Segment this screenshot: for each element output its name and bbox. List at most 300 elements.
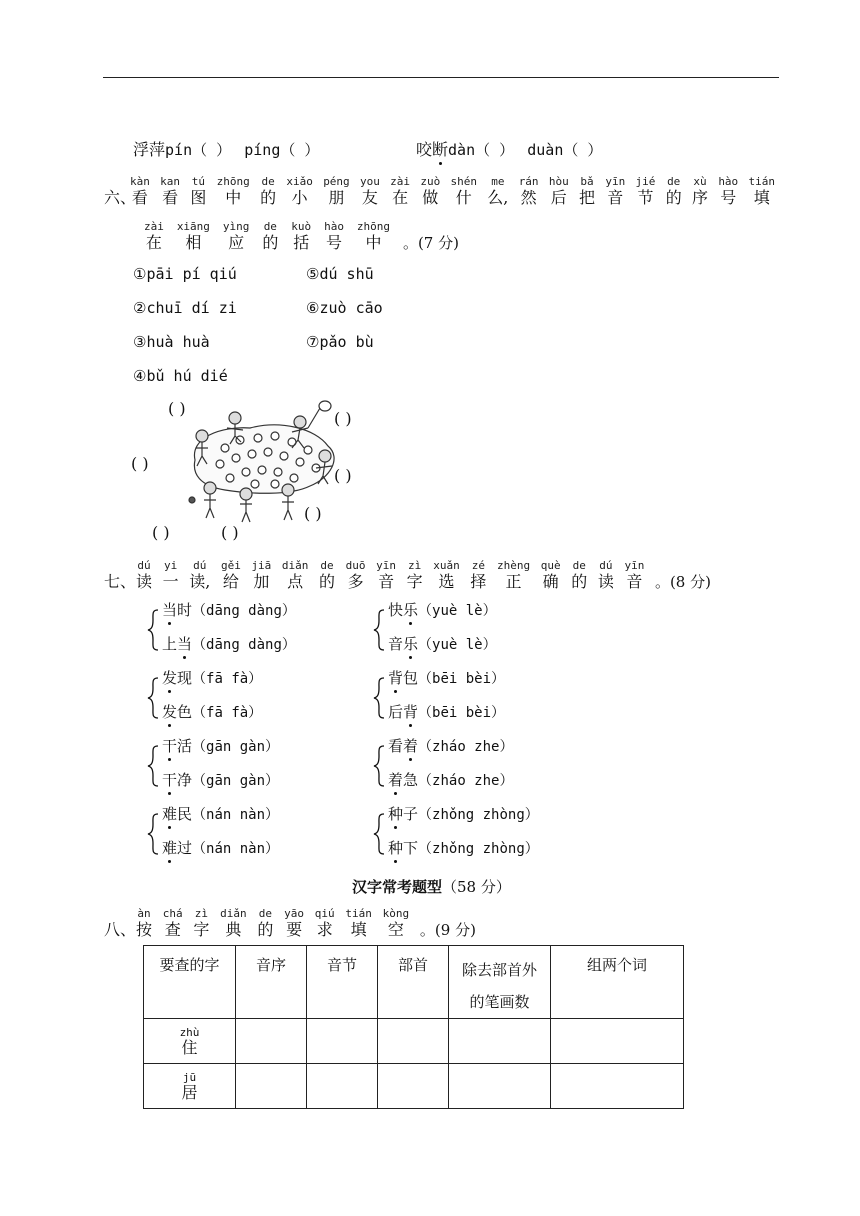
- ruby-hanzi: 的: [571, 572, 588, 591]
- ruby-char: [390, 175, 410, 208]
- ruby-pinyin: xù: [693, 175, 707, 188]
- dictionary-table: [143, 945, 684, 1109]
- word-char: 色: [177, 703, 193, 721]
- ruby-char: [260, 175, 276, 208]
- ruby-char: [451, 175, 478, 208]
- pinyin-choices[interactable]: （dāng dàng）: [192, 637, 296, 653]
- word-char: 子: [403, 805, 419, 823]
- ruby-char: [407, 559, 423, 592]
- ruby-hanzi: 的: [262, 233, 279, 252]
- ruby-pinyin: yīn: [605, 175, 626, 188]
- word-char: 看: [388, 737, 404, 755]
- blank-cell[interactable]: [236, 1019, 307, 1064]
- row-char: 住: [181, 1038, 198, 1057]
- ruby-pinyin: shén: [450, 175, 477, 188]
- ruby-pinyin: zuò: [420, 175, 441, 188]
- ruby-char: [692, 175, 708, 208]
- ruby-hanzi: 多: [347, 572, 364, 591]
- header-words: 组两个词: [551, 946, 684, 1019]
- ruby-pinyin: xiāng: [176, 220, 210, 233]
- polyphone-word-row: [162, 633, 296, 654]
- word-char: 着: [388, 771, 404, 789]
- table-header-row: [144, 946, 684, 1019]
- polyphone-word-row: [162, 599, 296, 620]
- word-char: 音: [388, 635, 404, 653]
- header-radical: 部首: [378, 946, 449, 1019]
- pinyin-choices[interactable]: （bēi bèi）: [418, 671, 506, 687]
- ruby-pinyin: yīn: [376, 559, 397, 572]
- header-syllable: 音节: [307, 946, 378, 1019]
- ruby-pinyin: zài: [144, 220, 164, 233]
- ruby-char: [286, 175, 313, 208]
- header-strokes-line1: 除去部首外: [461, 961, 537, 979]
- polyphone-word-row: [388, 633, 497, 654]
- ruby-hanzi: 相: [185, 233, 202, 252]
- ruby-hanzi: 音: [626, 572, 643, 591]
- ruby-hanzi: 在: [145, 233, 162, 252]
- word-char: 急: [403, 771, 419, 789]
- blank-cell[interactable]: [378, 1019, 449, 1064]
- ruby-char: [420, 175, 440, 208]
- q8-title: [136, 907, 476, 940]
- ruby-char: [571, 559, 587, 592]
- ruby-char: [346, 559, 366, 592]
- section-title: 汉字常考题型: [352, 878, 443, 896]
- ruby-hanzi: 什: [455, 188, 472, 207]
- ruby-char: [624, 559, 644, 592]
- word-char: 活: [177, 737, 193, 755]
- polyphone-word-row: [388, 735, 513, 756]
- ruby-hanzi: 看: [131, 188, 148, 207]
- ruby-char: [497, 559, 530, 592]
- ruby-pinyin: bǎ: [580, 175, 594, 188]
- brace-icon: [146, 744, 160, 788]
- ruby-pinyin: yìng: [222, 220, 250, 233]
- pinyin-choices[interactable]: （gān gàn）: [192, 773, 280, 789]
- ruby-hanzi: 的: [665, 188, 682, 207]
- ruby-pinyin: diǎn: [220, 907, 247, 920]
- section-heading: [352, 876, 511, 897]
- ruby-pinyin: rán: [518, 175, 539, 188]
- ruby-char: [130, 175, 150, 208]
- ruby-char: [598, 559, 614, 592]
- ruby-hanzi: 正: [505, 572, 522, 591]
- ruby-hanzi: 做: [422, 188, 439, 207]
- q5-item-b: [416, 137, 602, 160]
- blank-cell[interactable]: [449, 1019, 551, 1064]
- ruby-char: [136, 907, 152, 940]
- q6-blank-1: ( ): [168, 399, 186, 418]
- ruby-pinyin: dú: [193, 559, 207, 572]
- blank-cell[interactable]: [307, 1064, 378, 1109]
- ruby-pinyin: xiǎo: [286, 175, 313, 188]
- ruby-char: [487, 175, 508, 208]
- ruby-char: [666, 175, 682, 208]
- ruby-hanzi: 么,: [487, 188, 509, 207]
- header-strokes: [449, 946, 551, 1019]
- polyphone-word-row: [388, 769, 513, 790]
- ruby-pinyin: tú: [191, 175, 205, 188]
- ruby-pinyin: kan: [160, 175, 181, 188]
- ruby-char: [190, 175, 206, 208]
- ruby-pinyin: zài: [390, 175, 411, 188]
- ruby-pinyin: dú: [599, 559, 613, 572]
- brace-icon: [146, 676, 160, 720]
- children-playing-illustration: [180, 398, 350, 526]
- ruby-pinyin: de: [263, 220, 277, 233]
- brace-icon: [146, 608, 160, 652]
- word-char: 下: [403, 839, 419, 857]
- word-char: 乐: [403, 601, 419, 619]
- ruby-char: [383, 907, 410, 940]
- word-char: 过: [177, 839, 193, 857]
- pinyin-choices[interactable]: （zháo zhe）: [418, 739, 514, 755]
- word-char: 快: [388, 601, 404, 619]
- ruby-pinyin: jiā: [251, 559, 272, 572]
- ruby-char: [163, 907, 183, 940]
- row-char-cell: [144, 1019, 236, 1064]
- ruby-hanzi: 读,: [189, 572, 211, 591]
- q5-b-opt2: duàn（ ）: [527, 141, 603, 159]
- ruby-pinyin: yi: [164, 559, 178, 572]
- ruby-char: [519, 175, 539, 208]
- ruby-char: [345, 907, 372, 940]
- pinyin-choices[interactable]: （zhǒng zhòng）: [418, 841, 539, 857]
- q6-blank-3: ( ): [131, 454, 149, 473]
- pinyin-choices[interactable]: （nán nàn）: [192, 841, 280, 857]
- q5-item-a: [133, 137, 319, 160]
- ruby-pinyin: qiú: [314, 907, 335, 920]
- ruby-char: [217, 175, 250, 208]
- blank-cell[interactable]: [307, 1019, 378, 1064]
- question-score: 。(8 分): [654, 573, 711, 591]
- ruby-char: [541, 559, 561, 592]
- ruby-hanzi: 字: [406, 572, 423, 591]
- blank-cell[interactable]: [551, 1019, 684, 1064]
- q7-title: [136, 559, 711, 592]
- pinyin-choices[interactable]: （fā fà）: [192, 671, 263, 687]
- ruby-hanzi: 应: [228, 233, 245, 252]
- ruby-char: [319, 559, 335, 592]
- ruby-char: [315, 907, 335, 940]
- q5-a-opt1: pín（ ）: [165, 141, 232, 159]
- word-char: 难: [162, 839, 178, 857]
- pinyin-choices[interactable]: （gān gàn）: [192, 739, 280, 755]
- q8-number: 八、: [104, 920, 137, 939]
- ruby-char: [144, 220, 164, 253]
- ruby-char: [291, 220, 311, 253]
- pinyin-choices[interactable]: （zhǒng zhòng）: [418, 807, 539, 823]
- ruby-hanzi: 点: [287, 572, 304, 591]
- ruby-hanzi: 号: [326, 233, 343, 252]
- ruby-hanzi: 括: [293, 233, 310, 252]
- row-char: 居: [181, 1083, 198, 1102]
- word-char: 现: [177, 669, 193, 687]
- ruby-hanzi: 图: [190, 188, 207, 207]
- ruby-char: [163, 559, 179, 592]
- q6-blank-5: ( ): [304, 504, 322, 523]
- polyphone-word-row: [162, 735, 279, 756]
- ruby-char: [189, 559, 210, 592]
- ruby-char: [748, 175, 775, 208]
- word-char: 难: [162, 805, 178, 823]
- ruby-hanzi: 中: [365, 233, 382, 252]
- header-strokes-line2: 的笔画数: [469, 993, 530, 1011]
- pinyin-choices[interactable]: （yuè lè）: [418, 603, 497, 619]
- ruby-pinyin: de: [258, 907, 273, 920]
- ruby-char: [376, 559, 396, 592]
- word-char: 干: [162, 737, 178, 755]
- ruby-hanzi: 读: [597, 572, 614, 591]
- ruby-hanzi: 的: [319, 572, 336, 591]
- table-row: [144, 1019, 684, 1064]
- ruby-hanzi: 字: [193, 920, 210, 939]
- ruby-hanzi: 节: [637, 188, 654, 207]
- q6-number: 六、: [104, 188, 137, 207]
- pinyin-choices[interactable]: （bēi bèi）: [418, 705, 506, 721]
- ruby-pinyin: tián: [345, 907, 372, 920]
- polyphone-word-row: [388, 599, 497, 620]
- word-char: 当: [162, 601, 178, 619]
- pinyin-choices[interactable]: （fā fà）: [192, 705, 263, 721]
- q6-option-5: ⑤dú shū: [306, 265, 374, 283]
- q6-blank-2: ( ): [334, 409, 352, 428]
- ruby-char: [221, 559, 241, 592]
- row-char-pinyin: jū: [182, 1071, 197, 1084]
- ruby-pinyin: zì: [194, 907, 209, 920]
- ruby-hanzi: 小: [291, 188, 308, 207]
- ruby-hanzi: 友: [361, 188, 378, 207]
- ruby-hanzi: 空: [387, 920, 404, 939]
- pinyin-choices[interactable]: （yuè lè）: [418, 637, 497, 653]
- ruby-char: [282, 559, 309, 592]
- ruby-hanzi: 在: [392, 188, 409, 207]
- word-char: 发: [162, 669, 178, 687]
- ruby-pinyin: péng: [323, 175, 350, 188]
- ruby-hanzi: 择: [470, 572, 487, 591]
- ruby-hanzi: 按: [136, 920, 153, 939]
- ruby-hanzi: 中: [225, 188, 242, 207]
- blank-cell[interactable]: [236, 1064, 307, 1109]
- word-char: 上: [162, 635, 178, 653]
- word-char: 背: [403, 703, 419, 721]
- header-char: 要查的字: [144, 946, 236, 1019]
- ruby-hanzi: 音: [378, 572, 395, 591]
- ruby-char: [323, 175, 350, 208]
- ruby-hanzi: 音: [607, 188, 624, 207]
- section-score: （58 分）: [442, 878, 511, 896]
- polyphone-word-row: [388, 701, 505, 722]
- blank-cell[interactable]: [378, 1064, 449, 1109]
- q6-option-3: ③huà huà: [133, 333, 210, 351]
- q5-word-b-pre: 咬: [416, 140, 433, 159]
- ruby-hanzi: 选: [438, 572, 455, 591]
- ruby-char: [579, 175, 595, 208]
- question-score: 。(7 分): [402, 234, 459, 252]
- ruby-pinyin: gěi: [220, 559, 241, 572]
- header-phonetic-order: 音序: [236, 946, 307, 1019]
- word-char: 着: [403, 737, 419, 755]
- ruby-char: [360, 175, 380, 208]
- ruby-pinyin: de: [572, 559, 586, 572]
- brace-icon: [372, 744, 386, 788]
- ruby-char: [220, 907, 247, 940]
- row-char-pinyin: zhù: [179, 1026, 200, 1039]
- ruby-pinyin: jié: [635, 175, 656, 188]
- word-char: 乐: [403, 635, 419, 653]
- ruby-pinyin: àn: [137, 907, 151, 920]
- ruby-pinyin: kuò: [291, 220, 312, 233]
- q6-title-line1: [130, 175, 775, 208]
- brace-icon: [146, 812, 160, 856]
- ruby-pinyin: què: [540, 559, 561, 572]
- ruby-pinyin: zì: [408, 559, 422, 572]
- word-char: 净: [177, 771, 193, 789]
- ruby-pinyin: kòng: [382, 907, 410, 920]
- ruby-pinyin: kàn: [130, 175, 150, 188]
- ruby-pinyin: me: [491, 175, 505, 188]
- word-char: 时: [177, 601, 193, 619]
- ruby-pinyin: chá: [162, 907, 183, 920]
- ruby-hanzi: 查: [164, 920, 181, 939]
- ruby-hanzi: 的: [257, 920, 274, 939]
- pinyin-choices[interactable]: （zháo zhe）: [418, 773, 514, 789]
- row-char-cell: [144, 1064, 236, 1109]
- q6-option-1: ①pāi pí qiú: [133, 265, 237, 283]
- ruby-char: [177, 220, 210, 253]
- ruby-pinyin: hào: [324, 220, 344, 233]
- ruby-char: [470, 559, 486, 592]
- ruby-hanzi: 序: [692, 188, 709, 207]
- brace-icon: [372, 676, 386, 720]
- ruby-char: [251, 559, 271, 592]
- q6-blank-4: ( ): [334, 466, 352, 485]
- ruby-pinyin: dú: [137, 559, 151, 572]
- ruby-hanzi: 看: [162, 188, 179, 207]
- q6-option-4: ④bǔ hú dié: [133, 367, 228, 385]
- ruby-pinyin: xuǎn: [433, 559, 460, 572]
- ruby-hanzi: 把: [579, 188, 596, 207]
- pinyin-choices[interactable]: （nán nàn）: [192, 807, 280, 823]
- polyphone-word-row: [162, 803, 279, 824]
- ruby-char: [257, 907, 273, 940]
- blank-cell[interactable]: [449, 1064, 551, 1109]
- ruby-char: [636, 175, 656, 208]
- q6-option-2: ②chuī dí zi: [133, 299, 237, 317]
- ruby-hanzi: 一: [162, 572, 179, 591]
- ruby-hanzi: 号: [720, 188, 737, 207]
- question-score: 。(9 分): [419, 921, 476, 939]
- q5-a-opt2: píng（ ）: [244, 141, 320, 159]
- ruby-pinyin: de: [320, 559, 334, 572]
- word-char: 当: [177, 635, 193, 653]
- ruby-hanzi: 后: [550, 188, 567, 207]
- word-char: 干: [162, 771, 178, 789]
- ruby-pinyin: zhōng: [356, 220, 391, 233]
- ruby-hanzi: 求: [316, 920, 333, 939]
- ruby-pinyin: you: [359, 175, 380, 188]
- brace-icon: [372, 608, 386, 652]
- ruby-hanzi: 填: [753, 188, 770, 207]
- ruby-pinyin: yāo: [284, 907, 305, 920]
- ruby-pinyin: de: [667, 175, 681, 188]
- word-char: 发: [162, 703, 178, 721]
- pinyin-choices[interactable]: （dāng dàng）: [192, 603, 296, 619]
- word-char: 种: [388, 805, 404, 823]
- polyphone-word-row: [388, 837, 539, 858]
- q6-option-6: ⑥zuò cāo: [306, 299, 383, 317]
- ruby-hanzi: 加: [253, 572, 270, 591]
- ruby-char: [357, 220, 390, 253]
- ruby-pinyin: hòu: [548, 175, 569, 188]
- ruby-pinyin: duō: [345, 559, 366, 572]
- ruby-hanzi: 典: [225, 920, 242, 939]
- q6-title-line2: [144, 220, 459, 253]
- brace-icon: [372, 812, 386, 856]
- q5-word-b-dot: 断: [432, 137, 448, 160]
- ruby-char: [284, 907, 304, 940]
- q6-blank-6: ( ): [152, 523, 170, 542]
- word-char: 包: [403, 669, 419, 687]
- q7-number: 七、: [104, 572, 137, 591]
- ruby-pinyin: hào: [718, 175, 739, 188]
- word-char: 后: [388, 703, 404, 721]
- ruby-pinyin: diǎn: [281, 559, 309, 572]
- ruby-char: [262, 220, 278, 253]
- ruby-char: [324, 220, 344, 253]
- ruby-char: [549, 175, 569, 208]
- ruby-hanzi: 然: [520, 188, 537, 207]
- ruby-hanzi: 的: [260, 188, 277, 207]
- table-row: [144, 1064, 684, 1109]
- ruby-char: [136, 559, 152, 592]
- polyphone-word-row: [162, 667, 262, 688]
- word-char: 民: [177, 805, 193, 823]
- ruby-char: [193, 907, 209, 940]
- q6-blank-7: ( ): [221, 523, 239, 542]
- polyphone-word-row: [162, 837, 279, 858]
- ruby-char: [433, 559, 460, 592]
- ruby-char: [160, 175, 180, 208]
- ruby-char: [223, 220, 250, 253]
- word-char: 背: [388, 669, 404, 687]
- ruby-pinyin: zé: [471, 559, 485, 572]
- ruby-hanzi: 填: [350, 920, 367, 939]
- ruby-hanzi: 读: [136, 572, 153, 591]
- blank-cell[interactable]: [551, 1064, 684, 1109]
- q6-option-7: ⑦pǎo bù: [306, 333, 374, 351]
- ruby-char: [718, 175, 738, 208]
- q5-word-a: 浮萍: [133, 140, 166, 159]
- polyphone-word-row: [162, 701, 262, 722]
- ruby-hanzi: 朋: [328, 188, 345, 207]
- polyphone-word-row: [388, 667, 505, 688]
- ruby-pinyin: yīn: [624, 559, 645, 572]
- top-rule: [103, 77, 779, 78]
- ruby-pinyin: zhèng: [496, 559, 531, 572]
- ruby-char: [605, 175, 625, 208]
- ruby-hanzi: 确: [542, 572, 559, 591]
- word-char: 种: [388, 839, 404, 857]
- polyphone-word-row: [162, 769, 279, 790]
- q5-b-opt1: dàn（ ）: [448, 141, 515, 159]
- ruby-pinyin: tián: [748, 175, 775, 188]
- ruby-pinyin: zhōng: [216, 175, 250, 188]
- polyphone-word-row: [388, 803, 539, 824]
- ruby-hanzi: 要: [286, 920, 303, 939]
- ruby-hanzi: 给: [222, 572, 239, 591]
- ruby-pinyin: de: [261, 175, 275, 188]
